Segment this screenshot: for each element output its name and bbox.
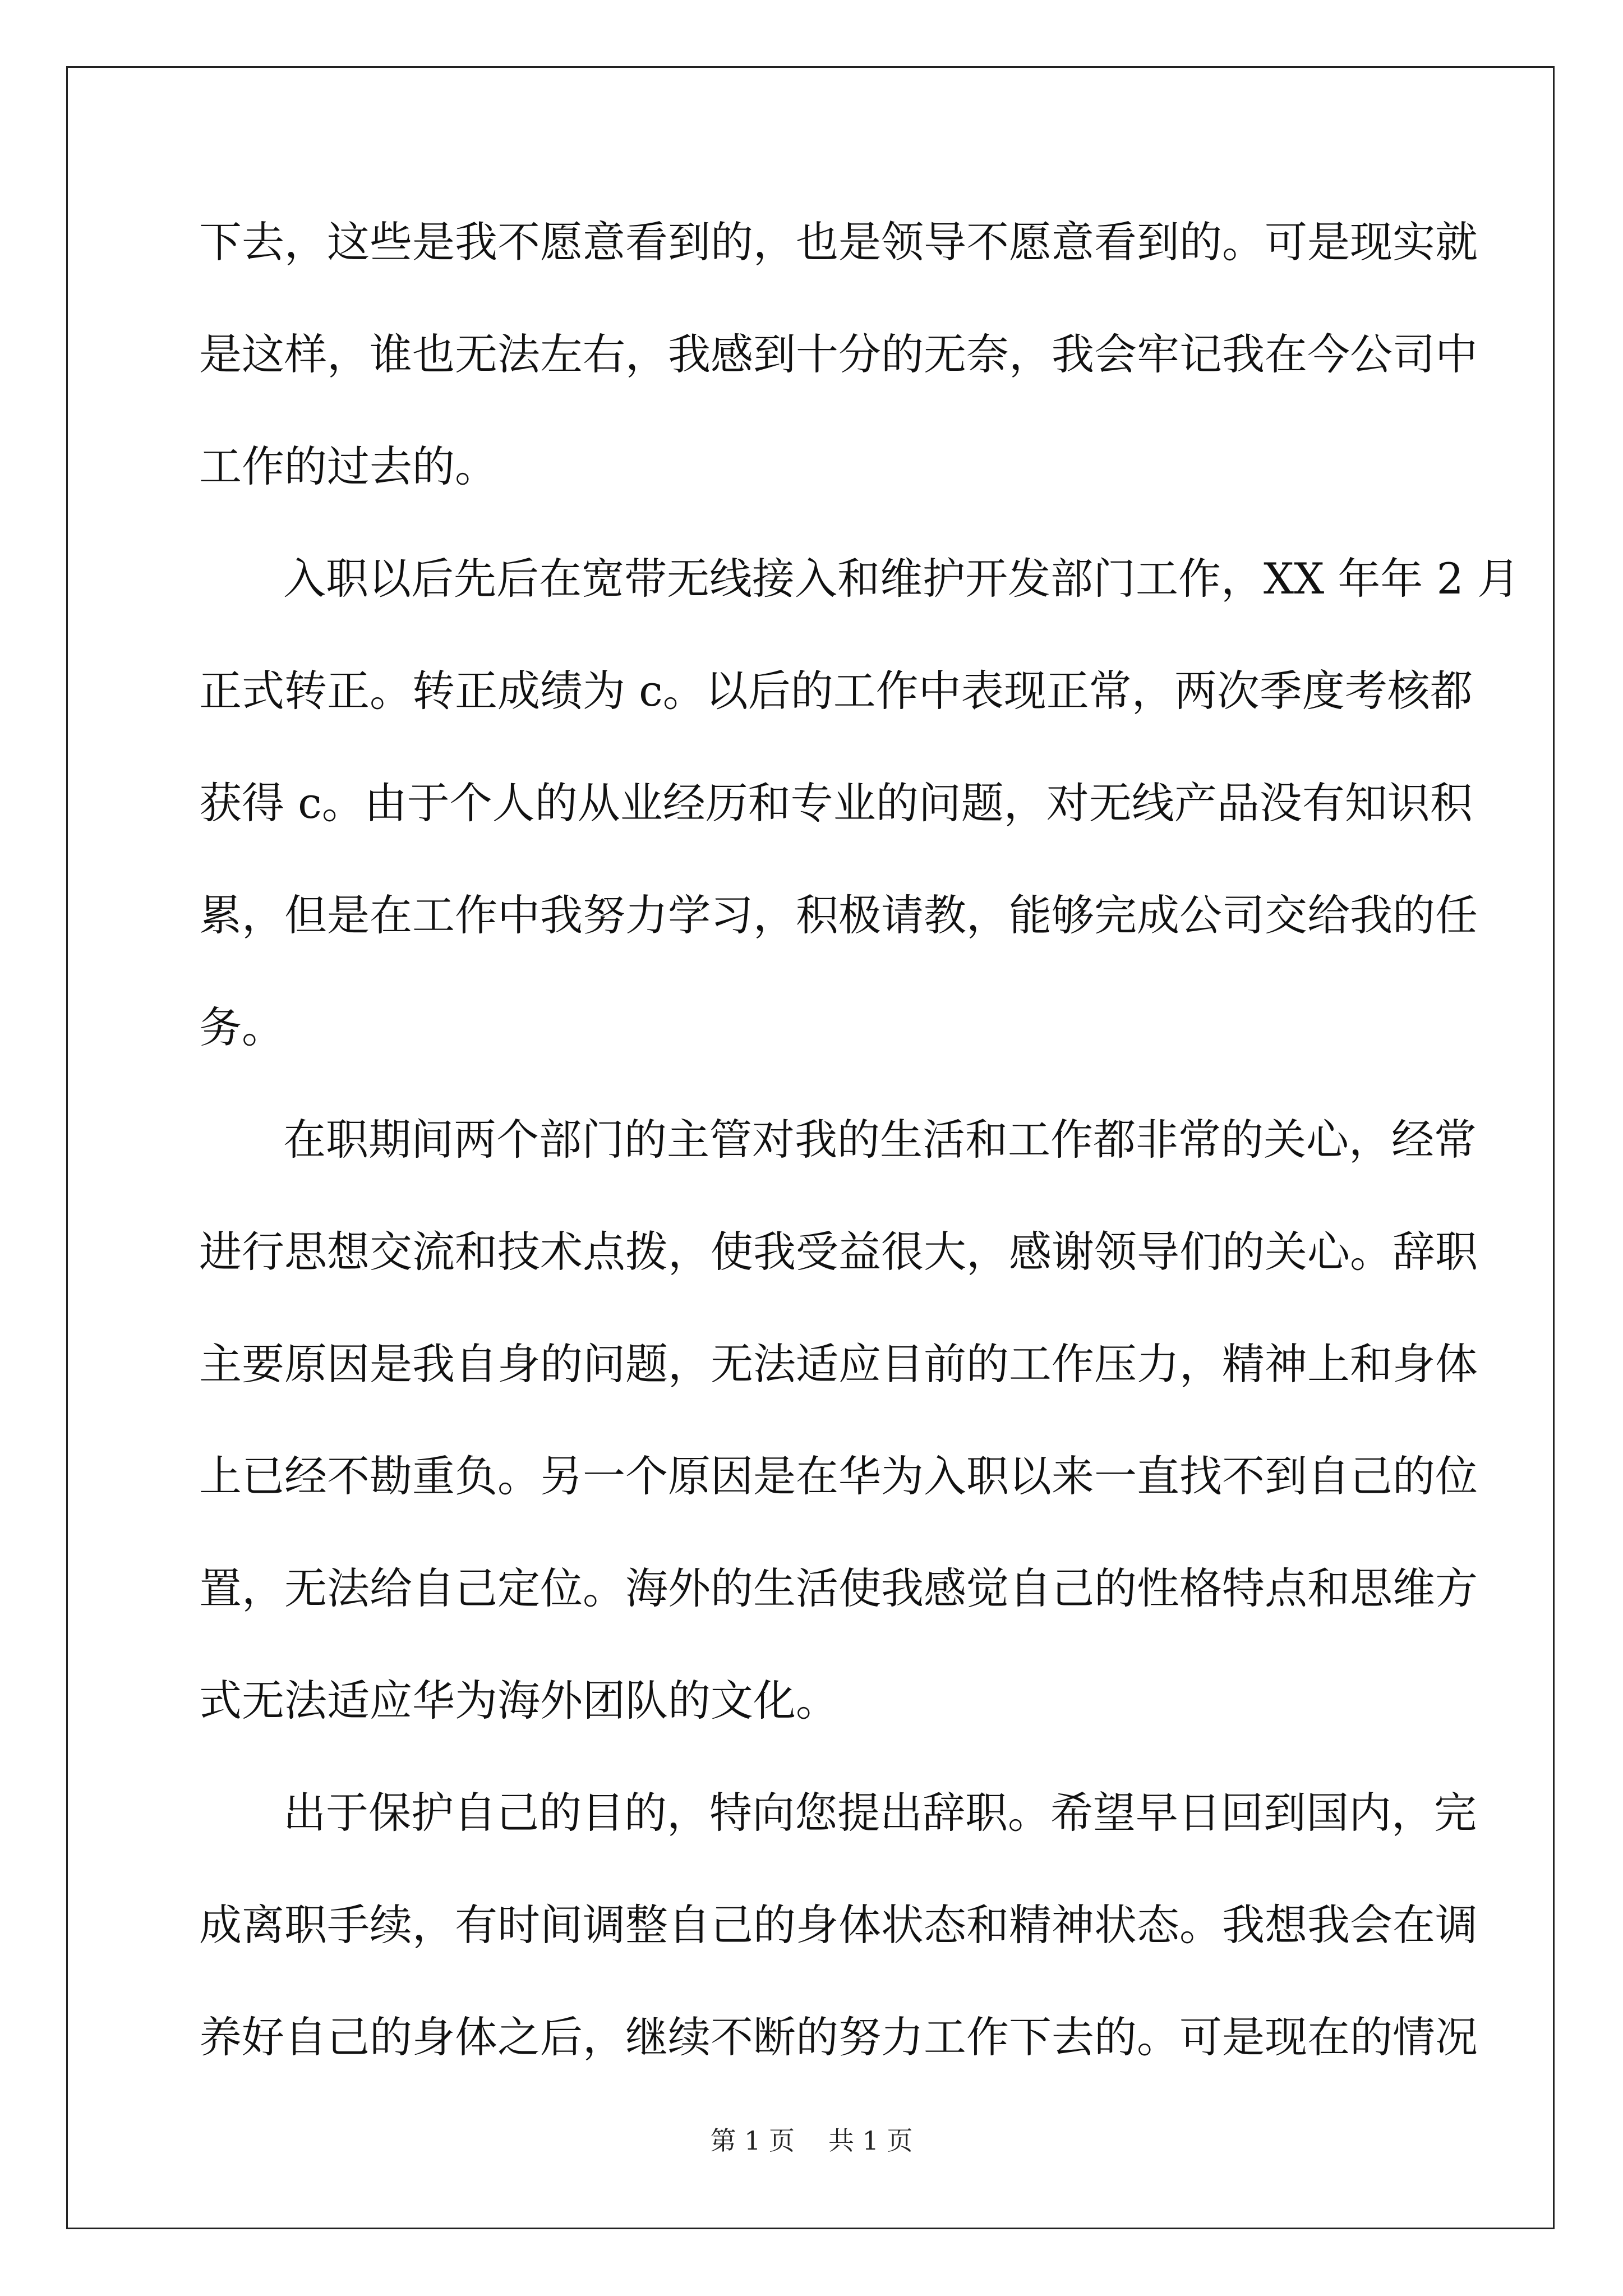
paragraph-3-line-3: 主要原因是我自身的问题，无法适应目前的工作压力，精神上和身体 <box>199 1339 1478 1389</box>
paragraph-3-line-2: 进行思想交流和技术点拨，使我受益很大，感谢领导们的关心。辞职 <box>199 1227 1478 1277</box>
paragraph-2-line-1: 入职以后先后在宽带无线接入和维护开发部门工作，XX 年年 2 月 <box>283 554 1520 604</box>
paragraph-4-line-2: 成离职手续，有时间调整自己的身体状态和精神状态。我想我会在调 <box>199 1900 1478 1950</box>
paragraph-4-line-3: 养好自己的身体之后，继续不断的努力工作下去的。可是现在的情况 <box>199 2012 1478 2062</box>
paragraph-2-line-2: 正式转正。转正成绩为 c。以后的工作中表现正常，两次季度考核都 <box>199 666 1473 716</box>
page-number: 第 1 页 <box>710 2125 795 2156</box>
paragraph-4-line-1: 出于保护自己的目的，特向您提出辞职。希望早日回到国内，完 <box>283 1788 1477 1838</box>
paragraph-1-line-1: 下去，这些是我不愿意看到的，也是领导不愿意看到的。可是现实就 <box>199 217 1478 267</box>
paragraph-1-line-3: 工作的过去的。 <box>199 441 497 491</box>
paragraph-3-line-5: 置，无法给自己定位。海外的生活使我感觉自己的性格特点和思维方 <box>199 1563 1478 1613</box>
paragraph-2-line-5: 务。 <box>199 1002 284 1052</box>
paragraph-3-line-1: 在职期间两个部门的主管对我的生活和工作都非常的关心，经常 <box>283 1115 1477 1165</box>
paragraph-1-line-2: 是这样，谁也无法左右，我感到十分的无奈，我会牢记我在今公司中 <box>199 329 1478 379</box>
paragraph-3-line-6: 式无法适应华为海外团队的文化。 <box>199 1676 838 1726</box>
paragraph-2-line-4: 累，但是在工作中我努力学习，积极请教，能够完成公司交给我的任 <box>199 890 1478 940</box>
paragraph-2-line-3: 获得 c。由于个人的从业经历和专业的问题，对无线产品没有知识积 <box>199 778 1473 828</box>
page-footer <box>0 2124 1623 2157</box>
paragraph-3-line-4: 上已经不勘重负。另一个原因是在华为入职以来一直找不到自己的位 <box>199 1451 1478 1501</box>
page-total: 共 1 页 <box>828 2125 913 2156</box>
